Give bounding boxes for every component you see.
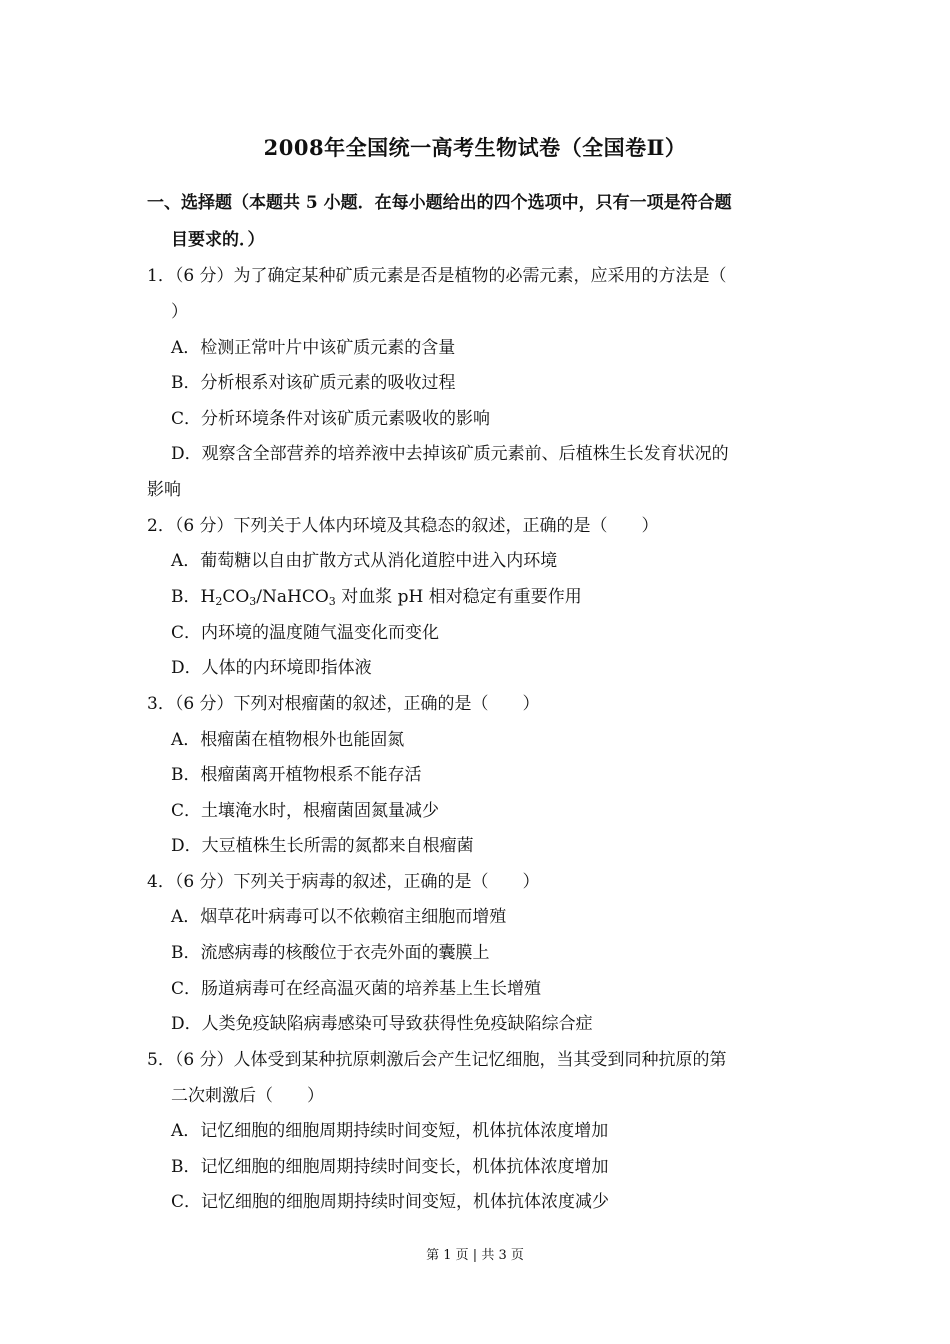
question-1-option-d-cont: 影响 xyxy=(147,480,181,500)
question-5-option-a: A．记忆细胞的细胞周期持续时间变短，机体抗体浓度增加 xyxy=(171,1121,609,1141)
question-5-option-b: B．记忆细胞的细胞周期持续时间变长，机体抗体浓度增加 xyxy=(171,1157,609,1177)
question-4-option-a: A．烟草花叶病毒可以不依赖宿主细胞而增殖 xyxy=(171,907,507,927)
question-1-stem-cont: ） xyxy=(171,302,188,322)
question-1-option-d: D．观察含全部营养的培养液中去掉该矿质元素前、后植株生长发育状况的 xyxy=(171,444,729,464)
page-title: 2008年全国统一高考生物试卷（全国卷Ⅱ） xyxy=(263,135,687,160)
question-1-option-b: B．分析根系对该矿质元素的吸收过程 xyxy=(171,373,456,393)
question-2-option-d: D．人体的内环境即指体液 xyxy=(171,658,372,678)
question-5-stem: 5．（6 分）人体受到某种抗原刺激后会产生记忆细胞，当其受到同种抗原的第 xyxy=(147,1050,727,1070)
question-1-option-a: A．检测正常叶片中该矿质元素的含量 xyxy=(171,338,456,358)
question-3-option-d: D．大豆植株生长所需的氮都来自根瘤菌 xyxy=(171,836,474,856)
question-3-option-c: C．土壤淹水时，根瘤菌固氮量减少 xyxy=(171,801,440,821)
question-4-option-d: D．人类免疫缺陷病毒感染可导致获得性免疫缺陷综合症 xyxy=(171,1014,593,1034)
question-2-option-b: B．$H_2CO_3/NaHCO_3$ 对血浆 pH 相对稳定有重要作用 xyxy=(171,587,582,608)
question-4-option-b: B．流感病毒的核酸位于衣壳外面的囊膜上 xyxy=(171,943,490,963)
question-5-stem-cont: 二次刺激后（ ） xyxy=(171,1086,324,1106)
section-heading: 一、选择题（本题共 5 小题．在每小题给出的四个选项中，只有一项是符合题 xyxy=(147,193,732,213)
question-4-option-c: C．肠道病毒可在经高温灭菌的培养基上生长增殖 xyxy=(171,979,542,999)
question-2-option-c: C．内环境的温度随气温变化而变化 xyxy=(171,623,440,643)
section-heading-cont: 目要求的．） xyxy=(171,230,265,250)
question-3-stem: 3．（6 分）下列对根瘤菌的叙述，正确的是（ ） xyxy=(147,694,540,714)
question-2-stem: 2．（6 分）下列关于人体内环境及其稳态的叙述，正确的是（ ） xyxy=(147,516,659,536)
question-1-option-c: C．分析环境条件对该矿质元素吸收的影响 xyxy=(171,409,491,429)
question-2-option-a: A．葡萄糖以自由扩散方式从消化道腔中进入内环境 xyxy=(171,551,558,571)
question-3-option-a: A．根瘤菌在植物根外也能固氮 xyxy=(171,730,405,750)
question-4-stem: 4．（6 分）下列关于病毒的叙述，正确的是（ ） xyxy=(147,872,540,892)
question-3-option-b: B．根瘤菌离开植物根系不能存活 xyxy=(171,765,422,785)
page-footer: 第 1 页 | 共 3 页 xyxy=(426,1248,524,1263)
question-5-option-c: C．记忆细胞的细胞周期持续时间变短，机体抗体浓度减少 xyxy=(171,1192,610,1212)
question-1-stem: 1．（6 分）为了确定某种矿质元素是否是植物的必需元素，应采用的方法是（ xyxy=(147,266,727,286)
